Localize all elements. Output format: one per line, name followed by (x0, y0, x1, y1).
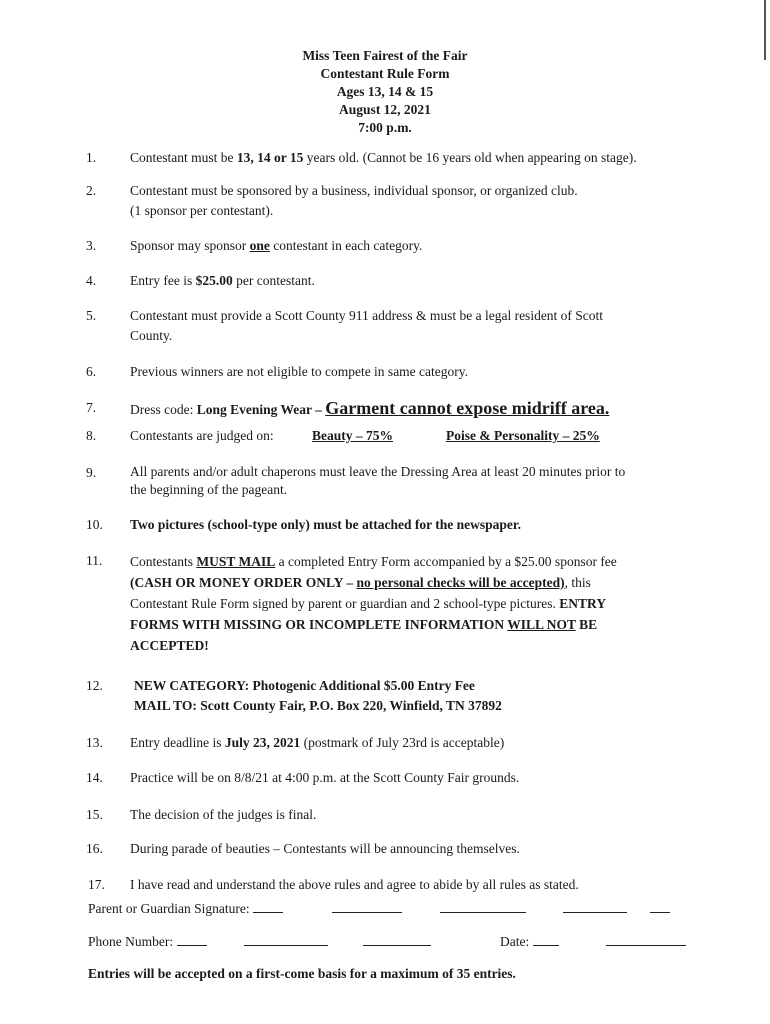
rule-text (130, 181, 720, 221)
rule-text-part: Contestant must be sponsored by a business, individual sponsor, or organized club. (130, 183, 578, 198)
rule-emphasis: (CASH OR MONEY ORDER ONLY – (130, 575, 357, 590)
rule-text (130, 271, 720, 291)
phone-number-field[interactable] (177, 933, 207, 946)
rule-emphasis: BE (575, 617, 598, 632)
rule-text: Two pictures (school-type only) must be attached for the newspaper. (130, 517, 521, 532)
beauty-score: Beauty – 75% (312, 428, 393, 443)
rule-number: 10. (86, 517, 103, 532)
rule-number: 9. (86, 465, 97, 480)
rule-text-part: contestant in each category. (269, 238, 423, 253)
rule-emphasis: MAIL TO: Scott County Fair, P.O. Box 220, Winfield, TN 37892 (134, 698, 502, 713)
header-subtitle: Contestant Rule Form (320, 66, 450, 81)
rule-emphasis: NEW CATEGORY: Photogenic Additional $5.00 Entry Fee (134, 678, 475, 693)
rule-text-part: a completed Entry Form accompanied by a $25.00 sponsor fee (275, 554, 617, 569)
rule-emphasis: MUST MAIL (196, 554, 276, 569)
parent-signature-row (88, 900, 670, 917)
rule-text (134, 676, 724, 716)
poise-score: Poise & Personality – 25% (446, 428, 600, 443)
header-ages: Ages 13, 14 & 15 (336, 84, 434, 99)
rule-number: 17. (88, 877, 105, 892)
rule-number: 6. (86, 364, 97, 379)
rule-emphasis: one (249, 238, 270, 253)
rule-emphasis: $25.00 (195, 273, 233, 288)
rule-emphasis: Long Evening Wear – (196, 402, 326, 417)
rule-number: 13. (86, 735, 103, 750)
rule-text (130, 148, 720, 168)
rule-emphasis: WILL NOT (507, 617, 576, 632)
rule-text-part: (1 sponsor per contestant). (130, 203, 274, 218)
parent-signature-field[interactable] (440, 900, 526, 913)
phone-number-label: Phone Number: (88, 934, 174, 949)
rule-number: 3. (86, 238, 97, 253)
rule-number: 4. (86, 273, 97, 288)
form-header (0, 47, 770, 137)
rule-number: 11. (86, 553, 103, 568)
rule-text: Practice will be on 8/8/21 at 4:00 p.m. at the Scott County Fair grounds. (130, 770, 520, 785)
rule-text (130, 551, 720, 656)
rule-text-part: years old. (Cannot be 16 years old when appearing on stage). (303, 150, 637, 165)
parent-signature-field[interactable] (253, 900, 283, 913)
rule-number: 1. (86, 150, 97, 165)
header-date: August 12, 2021 (339, 102, 431, 117)
header-title: Miss Teen Fairest of the Fair (302, 48, 468, 63)
phone-date-row (88, 933, 431, 950)
rule-number: 16. (86, 841, 103, 856)
rule-number: 5. (86, 308, 97, 323)
parent-signature-label: Parent or Guardian Signature: (88, 901, 250, 916)
rule-text (130, 236, 720, 256)
rule-emphasis: July 23, 2021 (224, 735, 301, 750)
rule-text-part: Entry deadline is (130, 735, 225, 750)
header-time: 7:00 p.m. (358, 120, 412, 135)
date-label: Date: (500, 934, 530, 949)
rule-number: 2. (86, 183, 97, 198)
rule-text-part: Dress code: (130, 402, 197, 417)
parent-signature-field[interactable] (563, 900, 627, 913)
rule-text-part: , this (564, 575, 591, 590)
rule-text-part: Contestants (130, 554, 197, 569)
rule-text-part: All parents and/or adult chaperons must leave the Dressing Area at least 20 minutes prior to (130, 464, 626, 479)
date-field[interactable] (606, 933, 686, 946)
rule-emphasis: no personal checks will be accepted) (356, 575, 565, 590)
rule-text-part: Contestant must provide a Scott County 911 address & must be a legal resident of Scott (130, 308, 604, 323)
entries-limit-note: Entries will be accepted on a first-come basis for a maximum of 35 entries. (88, 966, 516, 981)
rule-text-part: the beginning of the pageant. (130, 482, 288, 497)
rule-number: 15. (86, 807, 103, 822)
rule-number: 14. (86, 770, 103, 785)
rule-emphasis: FORMS WITH MISSING OR INCOMPLETE INFORMATION (130, 617, 508, 632)
date-field[interactable] (533, 933, 559, 946)
parent-signature-field[interactable] (650, 900, 670, 913)
rule-text: Contestants are judged on: (130, 428, 274, 443)
rule-emphasis: ENTRY (559, 596, 607, 611)
rule-text-part: Contestant must be (130, 150, 237, 165)
rule-text-part: Contestant Rule Form signed by parent or guardian and 2 school-type pictures. (130, 596, 560, 611)
rule-text: Previous winners are not eligible to compete in same category. (130, 364, 469, 379)
rule-text-part: County. (130, 328, 173, 343)
date-field-group (500, 933, 686, 950)
parent-signature-field[interactable] (332, 900, 402, 913)
rule-text (130, 306, 720, 346)
rule-text (130, 463, 720, 499)
rule-number: 7. (86, 400, 97, 415)
rule-text-part: per contestant. (232, 273, 315, 288)
rule-number: 12. (86, 678, 103, 693)
rule-text-part: Entry fee is (130, 273, 196, 288)
phone-number-field[interactable] (363, 933, 431, 946)
rule-text (130, 733, 720, 753)
rule-emphasis: 13, 14 or 15 (236, 150, 304, 165)
phone-number-field[interactable] (244, 933, 328, 946)
dress-code-emphasis: Garment cannot expose midriff area. (325, 398, 610, 418)
rule-text-part: Sponsor may sponsor (130, 238, 250, 253)
rule-text: I have read and understand the above rules and agree to abide by all rules as stated. (130, 877, 579, 892)
rule-number: 8. (86, 428, 97, 443)
rule-text-part: (postmark of July 23rd is acceptable) (300, 735, 505, 750)
rule-text (130, 398, 720, 420)
rule-emphasis: ACCEPTED! (130, 638, 209, 653)
rule-text: During parade of beauties – Contestants will be announcing themselves. (130, 841, 520, 856)
rule-text: The decision of the judges is final. (130, 807, 317, 822)
